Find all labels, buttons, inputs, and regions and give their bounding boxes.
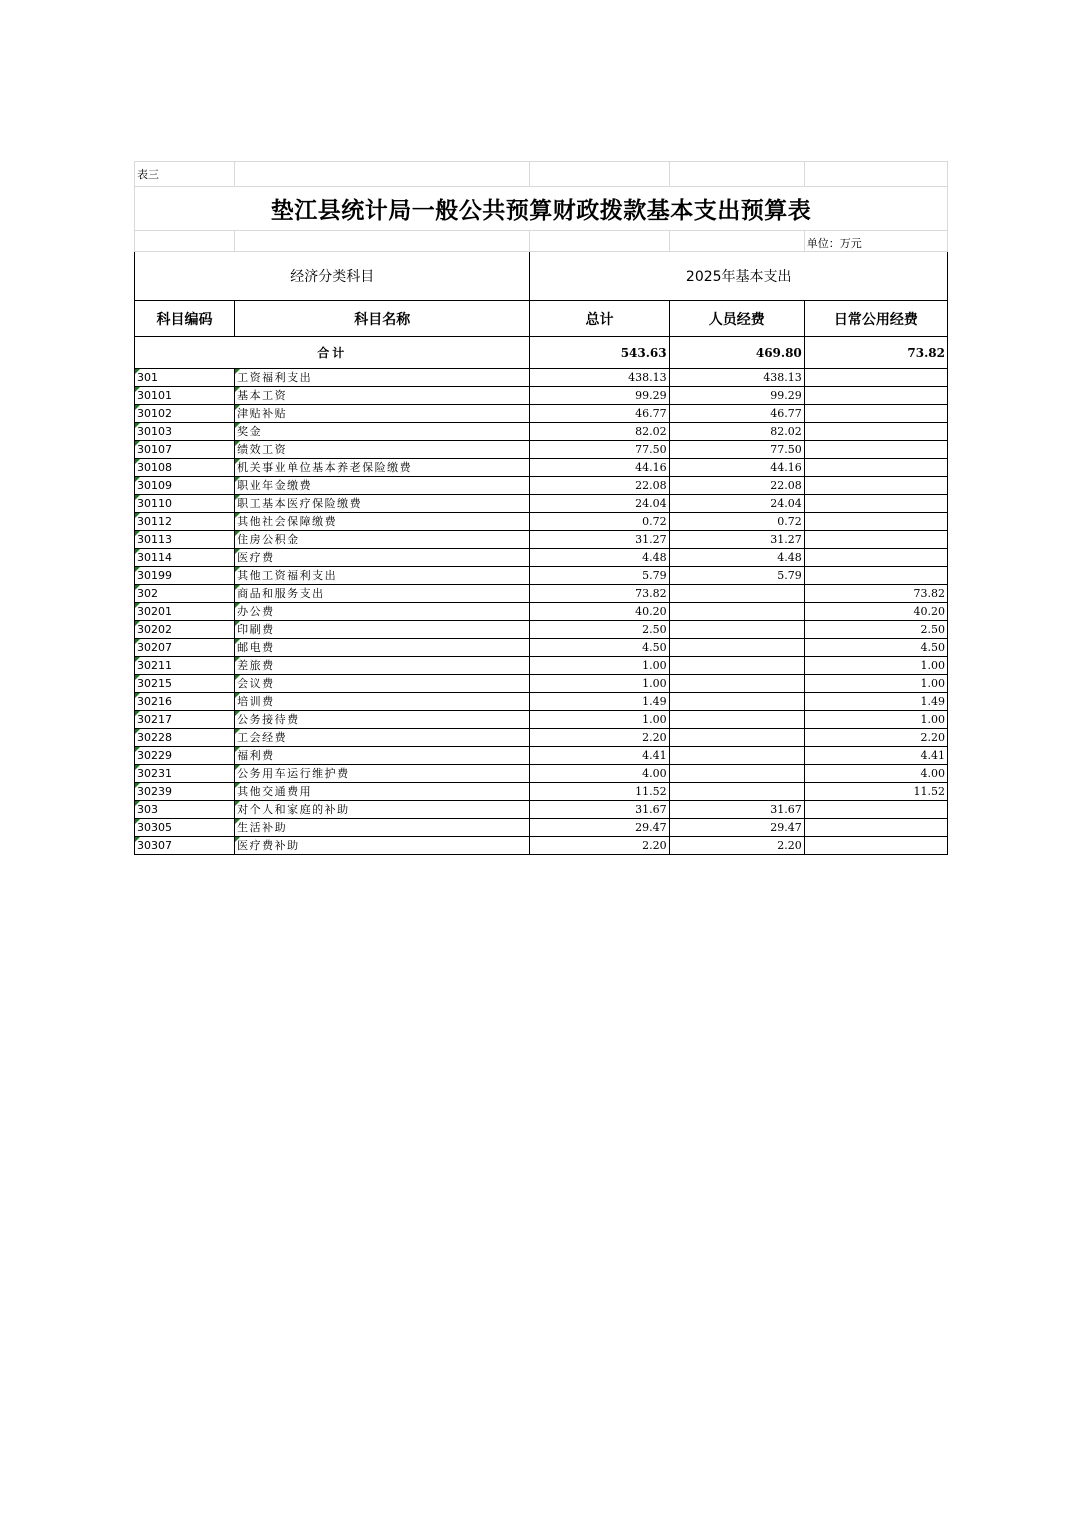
header-code: 科目编码: [135, 301, 235, 337]
row-public: [804, 549, 947, 567]
row-public: [804, 387, 947, 405]
row-total: 1.49: [530, 693, 669, 711]
row-public: 1.00: [804, 657, 947, 675]
row-name: 会议费: [235, 675, 530, 693]
total-public: 73.82: [804, 337, 947, 369]
table-row: [135, 819, 948, 837]
row-code: 30199: [135, 567, 235, 585]
table-row: [135, 405, 948, 423]
row-personnel: 31.27: [669, 531, 804, 549]
row-name: 基本工资: [235, 387, 530, 405]
row-personnel: 438.13: [669, 369, 804, 387]
row-public: [804, 441, 947, 459]
table-row: [135, 765, 948, 783]
page-title: 垫江县统计局一般公共预算财政拨款基本支出预算表: [135, 187, 948, 231]
row-name: 印刷费: [235, 621, 530, 639]
row-code: 30101: [135, 387, 235, 405]
row-name: 商品和服务支出: [235, 585, 530, 603]
total-personnel: 469.80: [669, 337, 804, 369]
table-row: [135, 567, 948, 585]
row-public: [804, 495, 947, 513]
unit-row: [135, 231, 948, 252]
row-name: 住房公积金: [235, 531, 530, 549]
row-public: [804, 513, 947, 531]
row-code: 30207: [135, 639, 235, 657]
row-public: 1.00: [804, 675, 947, 693]
row-code: 30202: [135, 621, 235, 639]
row-name: 职工基本医疗保险缴费: [235, 495, 530, 513]
row-code: 30108: [135, 459, 235, 477]
table-row: [135, 495, 948, 513]
header-columns-row: [135, 301, 948, 337]
header-economic-category: 经济分类科目: [135, 252, 530, 301]
row-personnel: 4.48: [669, 549, 804, 567]
row-name: 对个人和家庭的补助: [235, 801, 530, 819]
row-name: 机关事业单位基本养老保险缴费: [235, 459, 530, 477]
row-personnel: [669, 729, 804, 747]
row-public: [804, 459, 947, 477]
row-personnel: [669, 711, 804, 729]
row-code: 30231: [135, 765, 235, 783]
table-row: [135, 747, 948, 765]
row-code: 30107: [135, 441, 235, 459]
row-personnel: 46.77: [669, 405, 804, 423]
row-name: 培训费: [235, 693, 530, 711]
row-name: 绩效工资: [235, 441, 530, 459]
row-personnel: 29.47: [669, 819, 804, 837]
row-public: [804, 531, 947, 549]
table-row: [135, 675, 948, 693]
header-name: 科目名称: [235, 301, 530, 337]
row-code: 30112: [135, 513, 235, 531]
table-row: [135, 783, 948, 801]
row-public: 1.49: [804, 693, 947, 711]
row-total: 1.00: [530, 675, 669, 693]
row-code: 30109: [135, 477, 235, 495]
table-row: [135, 423, 948, 441]
row-total: 82.02: [530, 423, 669, 441]
row-personnel: 99.29: [669, 387, 804, 405]
table-row: [135, 585, 948, 603]
row-total: 40.20: [530, 603, 669, 621]
row-public: [804, 369, 947, 387]
row-public: [804, 801, 947, 819]
row-public: 40.20: [804, 603, 947, 621]
row-name: 公务用车运行维护费: [235, 765, 530, 783]
row-name: 津贴补贴: [235, 405, 530, 423]
row-code: 30239: [135, 783, 235, 801]
row-total: 4.00: [530, 765, 669, 783]
budget-table: [134, 161, 948, 855]
row-code: 30217: [135, 711, 235, 729]
row-personnel: [669, 693, 804, 711]
row-name: 办公费: [235, 603, 530, 621]
row-personnel: [669, 603, 804, 621]
row-public: [804, 423, 947, 441]
header-public: 日常公用经费: [804, 301, 947, 337]
row-name: 奖金: [235, 423, 530, 441]
row-personnel: [669, 675, 804, 693]
header-personnel: 人员经费: [669, 301, 804, 337]
table-row: [135, 837, 948, 855]
row-name: 职业年金缴费: [235, 477, 530, 495]
row-personnel: 24.04: [669, 495, 804, 513]
header-group-row: [135, 252, 948, 301]
row-public: [804, 405, 947, 423]
row-personnel: [669, 585, 804, 603]
table-row: [135, 621, 948, 639]
row-personnel: 2.20: [669, 837, 804, 855]
row-code: 30216: [135, 693, 235, 711]
row-code: 30114: [135, 549, 235, 567]
table-row: [135, 387, 948, 405]
total-row: [135, 337, 948, 369]
row-total: 2.20: [530, 729, 669, 747]
row-code: 30307: [135, 837, 235, 855]
row-public: [804, 837, 947, 855]
row-name: 工资福利支出: [235, 369, 530, 387]
row-name: 其他社会保障缴费: [235, 513, 530, 531]
row-personnel: [669, 783, 804, 801]
row-total: 99.29: [530, 387, 669, 405]
row-code: 30103: [135, 423, 235, 441]
row-total: 4.50: [530, 639, 669, 657]
row-public: 2.50: [804, 621, 947, 639]
row-public: 2.20: [804, 729, 947, 747]
unit-label: 单位：万元: [804, 231, 947, 252]
title-row: [135, 187, 948, 231]
table-row: [135, 801, 948, 819]
row-public: 1.00: [804, 711, 947, 729]
row-name: 其他交通费用: [235, 783, 530, 801]
row-name: 福利费: [235, 747, 530, 765]
row-total: 29.47: [530, 819, 669, 837]
table-label: 表三: [135, 162, 235, 187]
row-public: [804, 819, 947, 837]
row-total: 73.82: [530, 585, 669, 603]
row-code: 30211: [135, 657, 235, 675]
row-personnel: [669, 747, 804, 765]
row-code: 303: [135, 801, 235, 819]
row-code: 30305: [135, 819, 235, 837]
row-code: 30228: [135, 729, 235, 747]
row-code: 30229: [135, 747, 235, 765]
table-row: [135, 639, 948, 657]
row-personnel: [669, 621, 804, 639]
table-row: [135, 711, 948, 729]
row-total: 2.20: [530, 837, 669, 855]
table-row: [135, 531, 948, 549]
row-name: 医疗费: [235, 549, 530, 567]
table-row: [135, 369, 948, 387]
row-name: 邮电费: [235, 639, 530, 657]
row-public: [804, 477, 947, 495]
row-total: 5.79: [530, 567, 669, 585]
row-personnel: 82.02: [669, 423, 804, 441]
row-code: 301: [135, 369, 235, 387]
table-row: [135, 729, 948, 747]
row-total: 77.50: [530, 441, 669, 459]
row-total: 4.41: [530, 747, 669, 765]
row-personnel: [669, 657, 804, 675]
row-code: 30110: [135, 495, 235, 513]
row-total: 22.08: [530, 477, 669, 495]
row-total: 0.72: [530, 513, 669, 531]
row-name: 差旅费: [235, 657, 530, 675]
row-public: 11.52: [804, 783, 947, 801]
row-code: 302: [135, 585, 235, 603]
row-public: 73.82: [804, 585, 947, 603]
row-code: 30215: [135, 675, 235, 693]
row-public: [804, 567, 947, 585]
table-row: [135, 657, 948, 675]
table-label-row: [135, 162, 948, 187]
total-label: 合计: [135, 337, 530, 369]
table-row: [135, 441, 948, 459]
row-name: 其他工资福利支出: [235, 567, 530, 585]
row-personnel: 0.72: [669, 513, 804, 531]
row-personnel: [669, 765, 804, 783]
header-basic-expenditure: 2025年基本支出: [530, 252, 948, 301]
row-code: 30113: [135, 531, 235, 549]
row-personnel: 31.67: [669, 801, 804, 819]
row-public: 4.41: [804, 747, 947, 765]
row-total: 11.52: [530, 783, 669, 801]
row-total: 1.00: [530, 657, 669, 675]
table-row: [135, 477, 948, 495]
row-name: 医疗费补助: [235, 837, 530, 855]
row-total: 44.16: [530, 459, 669, 477]
row-personnel: 44.16: [669, 459, 804, 477]
table-row: [135, 459, 948, 477]
row-total: 24.04: [530, 495, 669, 513]
row-total: 438.13: [530, 369, 669, 387]
row-name: 公务接待费: [235, 711, 530, 729]
row-code: 30102: [135, 405, 235, 423]
row-total: 2.50: [530, 621, 669, 639]
row-personnel: [669, 639, 804, 657]
row-public: 4.00: [804, 765, 947, 783]
row-total: 31.27: [530, 531, 669, 549]
row-personnel: 5.79: [669, 567, 804, 585]
row-personnel: 77.50: [669, 441, 804, 459]
table-row: [135, 603, 948, 621]
row-total: 46.77: [530, 405, 669, 423]
row-name: 工会经费: [235, 729, 530, 747]
table-row: [135, 693, 948, 711]
row-public: 4.50: [804, 639, 947, 657]
total-amount: 543.63: [530, 337, 669, 369]
row-code: 30201: [135, 603, 235, 621]
table-row: [135, 513, 948, 531]
row-total: 1.00: [530, 711, 669, 729]
header-total: 总计: [530, 301, 669, 337]
row-name: 生活补助: [235, 819, 530, 837]
row-total: 4.48: [530, 549, 669, 567]
table-row: [135, 549, 948, 567]
row-total: 31.67: [530, 801, 669, 819]
row-personnel: 22.08: [669, 477, 804, 495]
